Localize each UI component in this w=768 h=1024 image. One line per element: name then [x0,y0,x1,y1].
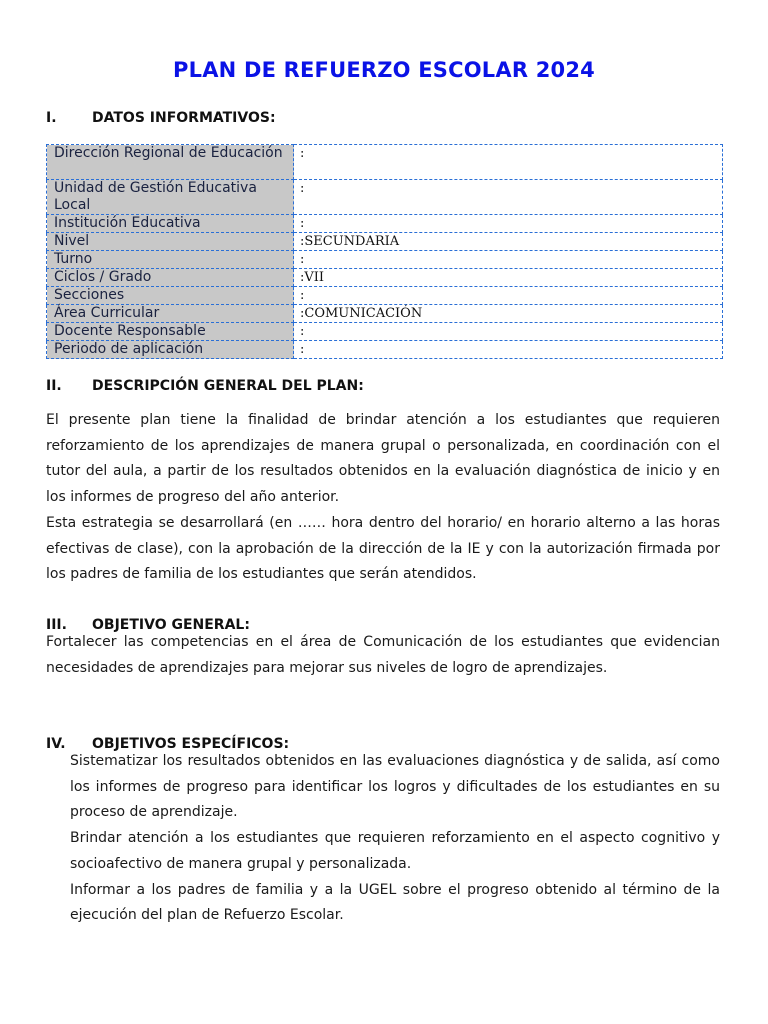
section-title: OBJETIVO GENERAL: [92,617,250,633]
table-row [47,145,723,180]
info-label: Turno [47,251,294,269]
info-value: :COMUNICACIÓN [294,305,723,323]
table-row [47,215,723,233]
table-row [47,251,723,269]
section-number: III. [46,617,67,633]
table-row [47,233,723,251]
table-row [47,305,723,323]
section-heading-1 [46,110,276,126]
info-label: Área Curricular [47,305,294,323]
table-row [47,180,723,215]
info-label: Nivel [47,233,294,251]
info-value: : [294,180,723,215]
info-label: Docente Responsable [47,323,294,341]
list-item: Brindar atención a los estudiantes que requieren reforzamiento en el aspecto cognitivo y socioafectivo de manera grupal y personalizada. [70,830,720,872]
info-label: Dirección Regional de Educación [47,145,294,180]
general-objective-text: Fortalecer las competencias en el área de Comunicación de los estudiantes que evidencian necesidades de aprendizajes para mejorar sus niveles de logro de aprendizajes. [46,634,720,676]
section-number: II. [46,378,62,394]
info-label: Periodo de aplicación [47,341,294,359]
info-table [46,144,723,359]
info-value: :VII [294,269,723,287]
section-title: DESCRIPCIÓN GENERAL DEL PLAN: [92,378,364,394]
info-value: : [294,215,723,233]
info-value: : [294,287,723,305]
info-value: : [294,341,723,359]
info-value: : [294,251,723,269]
section-heading-2 [46,378,364,394]
list-item: Informar a los padres de familia y a la UGEL sobre el progreso obtenido al término de la ejecución del plan de Refuerzo Escolar. [70,881,720,924]
info-value: : [294,323,723,341]
info-value: :SECUNDARIA [294,233,723,251]
info-label: Ciclos / Grado [47,269,294,287]
section-title: DATOS INFORMATIVOS: [92,110,276,126]
info-value: : [294,145,723,180]
info-label: Secciones [47,287,294,305]
table-row [47,269,723,287]
table-row [47,323,723,341]
section-number: I. [46,110,57,126]
description-paragraph-1: El presente plan tiene la finalidad de brindar atención a los estudiantes que requieren reforzamiento de los aprendizajes de manera grupal o personalizada, en coordinación con el tutor del aula, a partir de los resultados obtenidos en la evaluación diagnóstica de inicio y en los informes de progreso del año anterior. [46,412,720,506]
section-title: OBJETIVOS ESPECÍFICOS: [92,736,290,752]
section-number: IV. [46,736,66,752]
page-title: PLAN DE REFUERZO ESCOLAR 2024 [173,58,595,82]
info-label: Institución Educativa [47,215,294,233]
table-row [47,341,723,359]
list-item: Sistematizar los resultados obtenidos en las evaluaciones diagnóstica y de salida, así como los informes de progreso para identificar los logros y dificultades de los estudiantes en su proceso de aprendizaje. [70,753,720,821]
table-row [47,287,723,305]
description-paragraph-2: Esta estrategia se desarrollará (en …… hora dentro del horario/ en horario alterno a las horas efectivas de clase), con la aprobación de la dirección de la IE y con la autorización firmada por los padres de familia de los estudiantes que serán atendidos. [46,515,720,583]
info-label: Unidad de Gestión Educativa Local [47,180,294,215]
specific-objectives-list [70,749,720,929]
